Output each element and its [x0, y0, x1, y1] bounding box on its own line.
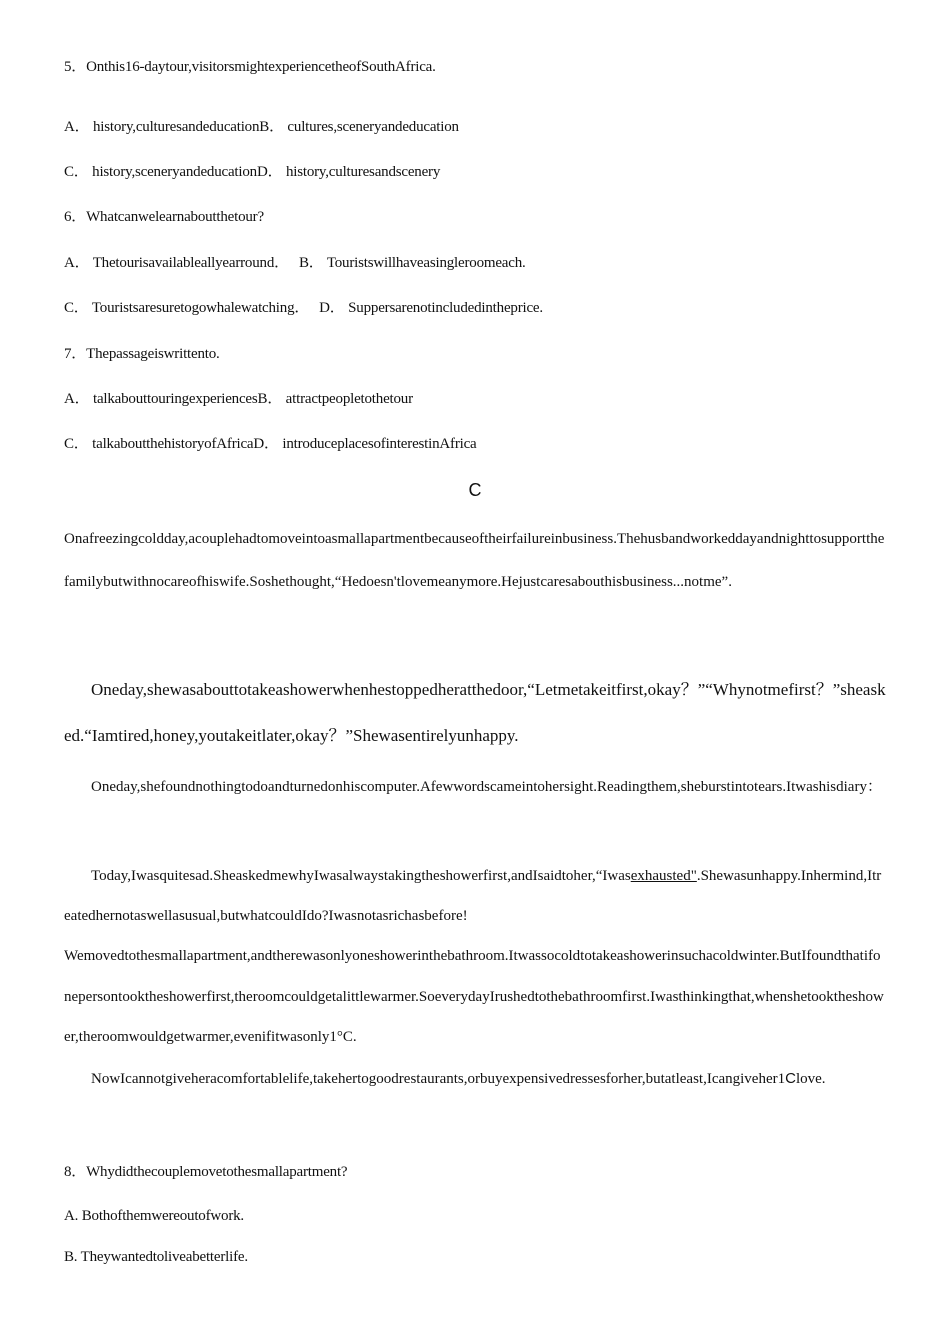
passage-paragraph-2: Oneday,shewasabouttotakeashowerwhenhestoppedheratthedoor,“Letmetakeitfirst,okay？”“Whynotmefirst？”sheasked.“Iamtired,honey,youtakeitlater,okay？”Shewasentirelyunhappy.: [64, 680, 886, 745]
diary-text-after: .Shewasunhappy.Inhermind,Itreatedhernotaswellasusual,butwhatcouldIdo?Iwasnotasrichasbefore!: [64, 868, 882, 924]
q6-option-b: B． Touristswillhaveasingleroomeach.: [298, 255, 526, 271]
passage-diary-paragraph-3: [64, 1059, 886, 1099]
passage-paragraph-3: Oneday,shefoundnothingtodoandturnedonhiscomputer.Afewwordscameintohersight.Readingthem,sheburstintotears.Itwashisdiary：: [91, 779, 882, 795]
q8-option-b: B. Theywantedtoliveabetterlife.: [64, 1249, 248, 1265]
passage-diary-paragraph-1: [64, 856, 886, 936]
q6-option-d: D． Suppersarenotincludedintheprice.: [319, 300, 543, 316]
q7-option-d: D． introduceplacesofinterestinAfrica: [253, 436, 477, 452]
q7-option-b: B． attractpeopletothetour: [257, 391, 413, 407]
q5-option-c: C． history,sceneryandeducation: [64, 164, 257, 180]
passage-paragraph-1: Onafreezingcoldday,acouplehadtomoveintoasmallapartmentbecauseoftheirfailureinbusiness.Thehusbandworkeddayandnighttosupportthefamilybutwithnocareofhiswife.Soshethought,“Hedoesn'tlovemeanymore.Hejustcaresabouthisbusiness...notme”.: [64, 531, 885, 590]
underlined-word: exhausted": [630, 868, 697, 884]
q8-option-a: A. Bothofthemwereoutofwork.: [64, 1208, 244, 1224]
q5-option-a: A． history,culturesandeducation: [64, 119, 260, 135]
diary-text-before: Today,Iwasquitesad.SheaskedmewhyIwasalwaystakingtheshowerfirst,andIsaidtoher,“Iwas: [91, 868, 631, 884]
question-5-stem: 5．Onthis16-daytour,visitorsmightexperiencetheofSouthAfrica.: [64, 59, 436, 75]
question-7-options-row-1: [64, 387, 413, 408]
q5-option-b: B． cultures,sceneryandeducation: [259, 119, 459, 135]
section-heading: C: [468, 480, 482, 500]
q7-option-a: A． talkabouttouringexperiences: [64, 391, 258, 407]
diary-final-text-end: love.: [795, 1071, 826, 1087]
question-5-options-row-2: [64, 160, 440, 181]
question-7-stem: 7．Thepassageiswrittento.: [64, 346, 220, 362]
q7-option-c: C． talkaboutthehistoryofAfrica: [64, 436, 254, 452]
q5-option-d: D． history,culturesandscenery: [256, 164, 441, 180]
question-8-stem: 8．Whydidthecouplemovetothesmallapartment?: [64, 1164, 348, 1180]
diary-final-text: NowIcannotgiveheracomfortablelife,takehertogoodrestaurants,orbuyexpensivedressesforher,butatleast,Icangiveher1: [91, 1071, 786, 1087]
question-6-options-row-1: [64, 251, 526, 272]
question-7-options-row-2: [64, 432, 477, 453]
question-5-options-row-1: [64, 115, 459, 136]
degree-symbol-char: C: [785, 1070, 796, 1087]
q6-option-a: A． Thetourisavailableallyearround．: [64, 255, 289, 271]
passage-diary-paragraph-2: Wemovedtothesmallapartment,andtherewasonlyoneshowerinthebathroom.Itwassocoldtotakeashowerinsuchacoldwinter.ButIfoundthatifonepersontooktheshowerfirst,theroomcouldgetalittlewarmer.SoeverydayIrushedtothebathroomfirst.Iwasthinkingthat,whenshetooktheshower,theroomwouldgetwarmer,evenifitwasonly1°C.: [64, 948, 884, 1045]
q6-option-c: C． Touristsaresuretogowhalewatching．: [64, 300, 310, 316]
question-6-stem: 6．Whatcanwelearnaboutthetour?: [64, 209, 264, 225]
question-6-options-row-2: [64, 296, 543, 317]
